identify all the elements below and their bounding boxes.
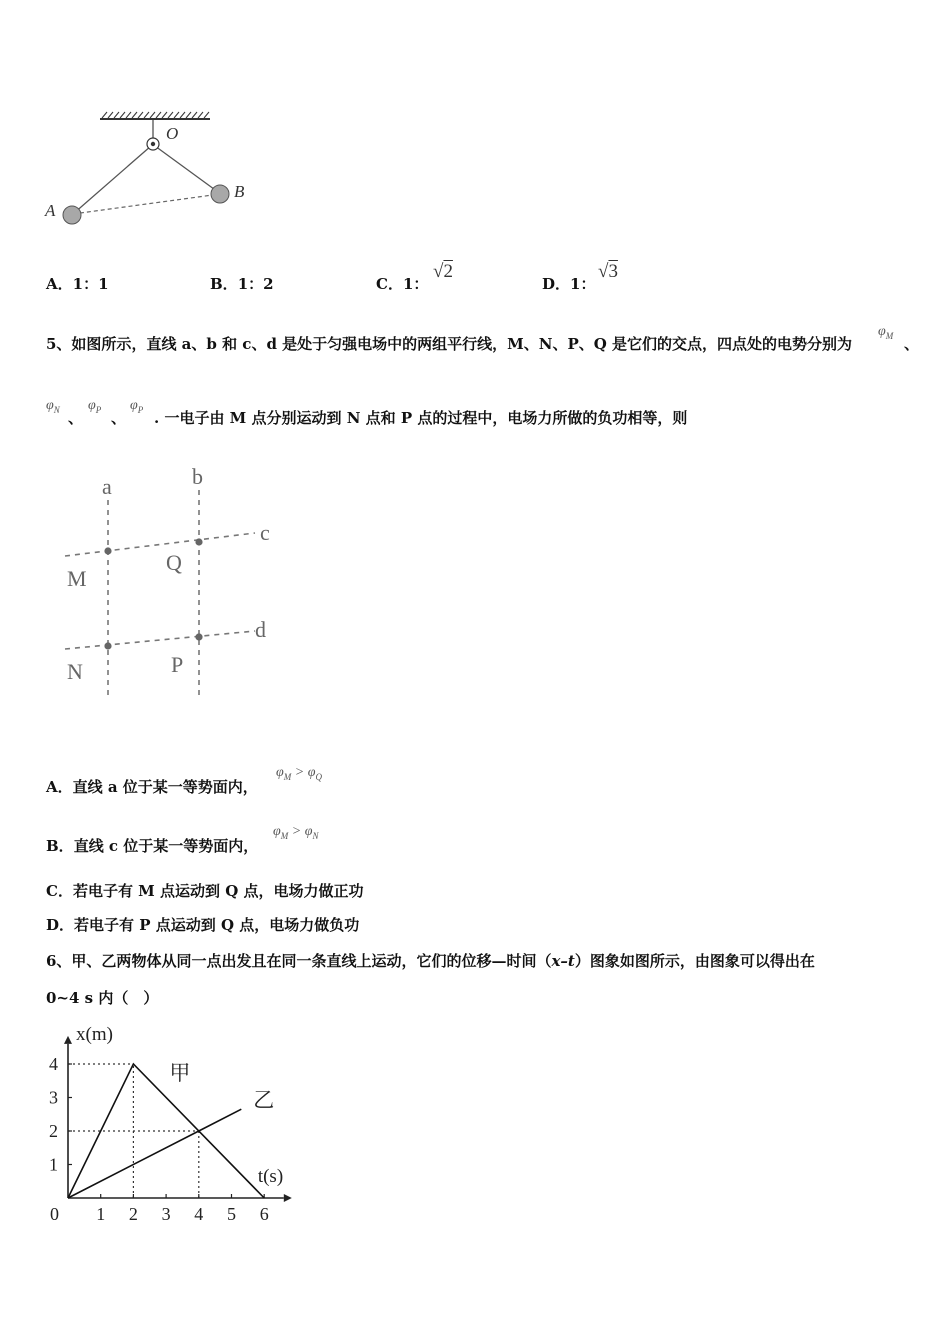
inequality-phi-m-gt-phi-q: $\varphi_M > \varphi_Q$ (276, 765, 322, 782)
label-p: P (171, 652, 184, 677)
option-text: 1： (570, 275, 596, 293)
ball-b (211, 185, 229, 203)
separator: 、 (68, 409, 84, 427)
y-axis-label: x(m) (76, 1023, 113, 1045)
label-d: d (255, 617, 266, 642)
series-line (68, 1109, 241, 1198)
q5-option-c[interactable] (46, 880, 364, 901)
q6-stem-line1: 6、甲、乙两物体从同一点出发且在同一条直线上运动，它们的位移—时间（x–t）图象如图所示，由图象可以得出在 (46, 952, 815, 970)
label-a: a (102, 474, 112, 499)
option-letter: C． (376, 275, 403, 293)
q5-option-b[interactable] (46, 835, 258, 856)
xt-variable: x–t (551, 952, 575, 970)
q5-stem-line2: . 一电子由 M 点分别运动到 N 点和 P 点的过程中，电场力所做的负功相等，则 (154, 409, 688, 427)
y-tick-label: 1 (49, 1154, 58, 1175)
line-c (65, 533, 255, 556)
inequality-phi-m-gt-phi-n: $\varphi_M > \varphi_N$ (273, 824, 319, 841)
option-text: 直线 a 位于某一等势面内， (72, 778, 258, 796)
option-letter: B． (210, 275, 238, 293)
option-letter: A． (46, 275, 73, 293)
option-letter: D． (542, 275, 571, 293)
sqrt-3: √3 (598, 261, 618, 282)
y-tick-label: 3 (49, 1087, 58, 1108)
option-text: 1：2 (237, 275, 274, 293)
x-tick-label: 3 (161, 1204, 171, 1224)
option-letter: B． (46, 837, 74, 855)
q5-stem-line1: 5、如图所示，直线 a、b 和 c、d 是处于匀强电场中的两组平行线，M、N、P、Q 是它们的交点，四点处的电势分别为 (46, 335, 853, 353)
label-o: O (166, 124, 179, 143)
option-text: 1：1 (72, 275, 109, 293)
x-tick-label: 2 (128, 1204, 138, 1224)
x-tick-label: 4 (194, 1204, 204, 1224)
phi-n-symbol: $\varphi_N$ (46, 398, 60, 415)
label-a: A (45, 201, 56, 220)
label-b: b (192, 464, 203, 489)
label-b: B (234, 182, 245, 201)
q4-option-a[interactable] (46, 273, 109, 294)
option-text: 若电子有 P 点运动到 Q 点，电场力做负功 (74, 916, 360, 934)
origin-label: 0 (50, 1204, 59, 1224)
option-letter: D． (46, 916, 75, 934)
phi-p-symbol: $\varphi_P$ (130, 398, 144, 415)
label-n: N (67, 659, 83, 684)
label-q: Q (166, 550, 182, 575)
option-text: 直线 c 位于某一等势面内， (73, 837, 259, 855)
pendulum-figure (38, 108, 258, 233)
series-line (68, 1064, 264, 1198)
x-tick-label: 6 (259, 1204, 269, 1224)
line-d (65, 631, 255, 649)
q6-stem-line2: 0~4 s 内（ ） (46, 989, 159, 1007)
ball-a (63, 206, 81, 224)
x-tick-label: 1 (96, 1204, 106, 1224)
q5-option-d[interactable] (46, 914, 359, 935)
option-text: 若电子有 M 点运动到 Q 点，电场力做正功 (72, 882, 364, 900)
label-m: M (67, 566, 87, 591)
option-letter: A． (46, 778, 73, 796)
x-axis-label: t(s) (257, 1166, 284, 1187)
phi-p-symbol: $\varphi_P$ (88, 398, 102, 415)
option-letter: C． (46, 882, 73, 900)
point-q-dot (195, 538, 202, 545)
sqrt-2: √2 (433, 261, 453, 282)
x-axis-arrow (284, 1194, 292, 1202)
series-label: 乙 (253, 1088, 275, 1113)
phi-m-symbol: $\varphi_M$ (878, 324, 894, 341)
xt-chart (40, 1015, 340, 1245)
y-axis-arrow (64, 1036, 72, 1044)
option-text: 1： (402, 275, 429, 293)
q4-option-b[interactable] (210, 273, 274, 294)
point-p-dot (195, 633, 202, 640)
series-label: 甲 (169, 1061, 191, 1085)
point-m-dot (104, 547, 111, 554)
q4-option-d[interactable] (542, 273, 595, 294)
y-tick-label: 4 (49, 1054, 58, 1074)
q5-stem-line1-end: 、 (904, 335, 920, 353)
q5-field-figure (55, 460, 290, 705)
separator: 、 (111, 409, 127, 427)
q4-option-c[interactable] (376, 273, 428, 294)
q5-option-a[interactable] (46, 776, 258, 797)
label-c: c (260, 520, 270, 545)
point-n-dot (104, 642, 111, 649)
y-tick-label: 2 (49, 1121, 58, 1141)
x-tick-label: 5 (227, 1204, 236, 1224)
